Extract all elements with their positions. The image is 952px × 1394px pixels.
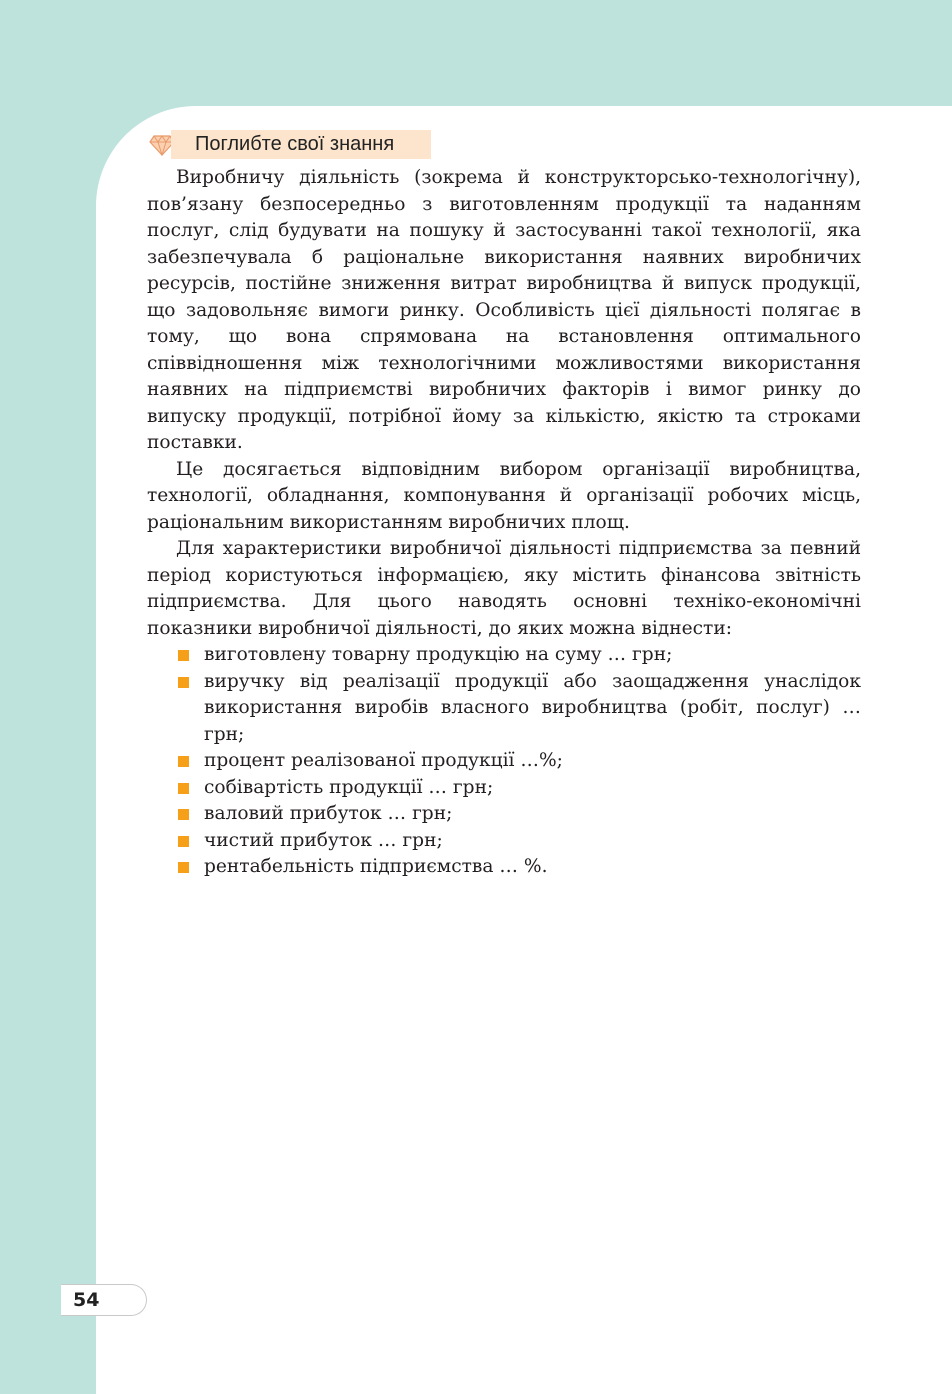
paragraph: Для характеристики виробничої діяльності підприємства за певний період користуються інформацією, яку містить фінансова звітність підприємства. Для цього наводять основні техніко-економічні показники виробничої діяльності, до яких можна віднести: [147,538,861,639]
list-item [147,801,861,828]
paragraph: Виробничу діяльність (зокрема й конструкторсько-технологічну), пов’язану безпосередньо з виготовленням продукції та наданням послуг, слід будувати на пошуку й застосуванні такої технології, яка забезпечувала б раціональне використання наявних виробничих ресурсів, постійне зниження витрат виробництва й випуск продукції, що задовольняє вимоги ринку. Особливість цієї діяльності полягає в тому, що вона спрямована на встановлення оптимального співвідношення між технологічними можливостями використання наявних на підприємстві виробничих факторів і вимог ринку до випуску продукції, потрібної йому за кількістю, якістю та строками поставки. [147,167,861,453]
bullet-square-icon [178,677,189,688]
list-item-text: валовий прибуток … грн; [204,803,453,824]
list-item [147,775,861,802]
list-item-text: чистий прибуток … грн; [204,829,443,851]
list-item [147,642,861,669]
list-item-text: виручку від реалізації продукції або заощадження унаслідок використання виробів власного виробництва (робіт, послуг) … грн; [204,670,861,745]
bullet-square-icon [178,650,189,661]
list-item [147,748,861,775]
section-header [147,130,431,159]
indicator-list [147,642,861,881]
list-item-text: виготовлену товарну продукцію на суму … грн; [204,644,673,665]
bullet-square-icon [178,756,189,767]
list-item-text: рентабельність підприємства … %. [204,856,548,877]
bullet-square-icon [178,809,189,820]
list-item [147,669,861,749]
paragraph: Це досягається відповідним вибором організації виробництва, технології, обладнання, компонування й організації робочих місць, раціональним використанням виробничих площ. [147,458,861,533]
section-title: Поглибте свої знання [171,130,431,159]
main-text [147,165,861,881]
bullet-square-icon [178,862,189,873]
list-item [147,828,861,855]
list-item [147,854,861,881]
bullet-square-icon [178,783,189,794]
list-item-text: процент реалізованої продукції …%; [204,750,563,771]
list-item-text: собівартість продукції … грн; [204,776,494,798]
bullet-square-icon [178,836,189,847]
page-number: 54 [61,1284,147,1316]
